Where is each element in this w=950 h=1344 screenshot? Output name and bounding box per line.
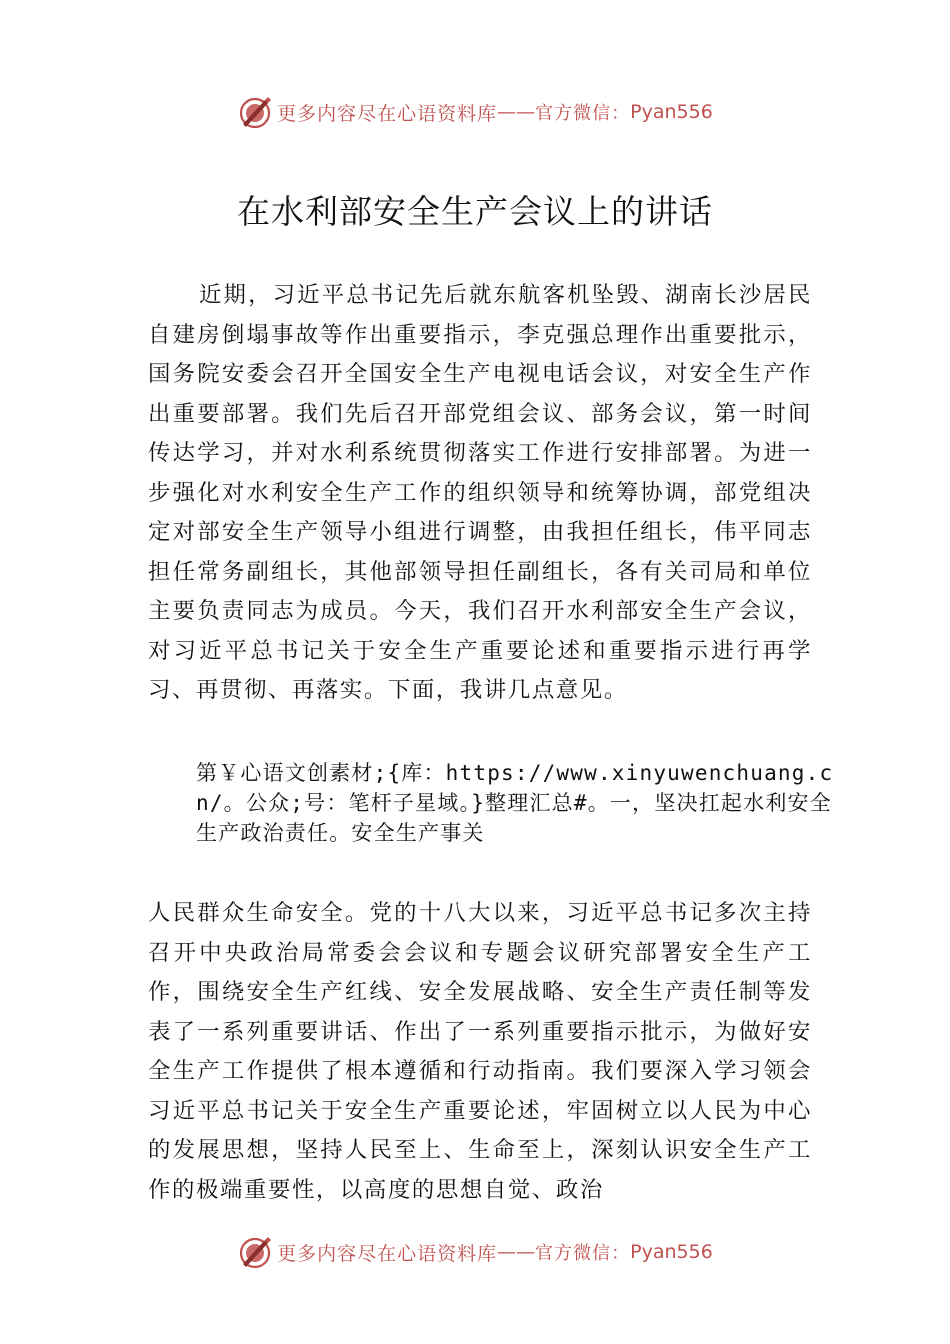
footer-banner — [0, 1232, 950, 1272]
footer-banner-text: 更多内容尽在心语资料库 — [277, 1242, 498, 1265]
header-banner-handle: Pyan556 — [630, 101, 713, 123]
header-banner-text: 更多内容尽在心语资料库 — [277, 102, 498, 125]
paragraph-intro: 近期，习近平总书记先后就东航客机坠毁、湖南长沙居民自建房倒塌事故等作出重要指示，李克强总理作出重要批示，国务院安委会召开全国安全生产电视电话会议，对安全生产作出重要部署。我们先后召开部党组会议、部务会议，第一时间传达学习，并对水利系统贯彻落实工作进行安排部署。为进一步强化对水利安全生产工作的组织领导和统筹协调，部党组决定对部安全生产领导小组进行调整，由我担任组长，伟平同志担任常务副组长，其他部领导担任副组长，各有关司局和单位主要负责同志为成员。今天，我们召开水利部安全生产会议，对习近平总书记关于安全生产重要论述和重要指示进行再学习、再贯彻、再落实。下面，我讲几点意见。 — [148, 282, 812, 703]
paragraph-continued: 人民群众生命安全。党的十八大以来，习近平总书记多次主持召开中央政治局常委会会议和专题会议研究部署安全生产工作，围绕安全生产红线、安全发展战略、安全生产责任制等发表了一系列重要讲话、作出了一系列重要指示批示，为做好安全生产工作提供了根本遵循和行动指南。我们要深入学习领会习近平总书记关于安全生产重要论述，牢固树立以人民为中心的发展思想，坚持人民至上、生命至上，深刻认识安全生产工作的极端重要性，以高度的思想自觉、政治 — [148, 900, 812, 1203]
pen-seal-logo-icon — [237, 1234, 273, 1270]
pen-seal-logo-icon — [237, 94, 273, 130]
paragraph-watermark-note: 第￥心语文创素材;{库：https://www.xinyuwenchuang.cn/。公众;号：笔杆子星域。}整理汇总#。一，坚决扛起水利安全生产政治责任。安全生产事关 — [196, 761, 834, 845]
footer-banner-wechat-label: 官方微信： — [535, 1243, 631, 1264]
header-banner — [0, 92, 950, 132]
page-title: 在水利部安全生产会议上的讲话 — [237, 192, 713, 231]
header-banner-separator: —— — [497, 101, 536, 123]
footer-banner-separator: —— — [497, 1241, 536, 1263]
header-banner-wechat-label: 官方微信： — [535, 103, 631, 124]
footer-banner-handle: Pyan556 — [630, 1241, 713, 1263]
